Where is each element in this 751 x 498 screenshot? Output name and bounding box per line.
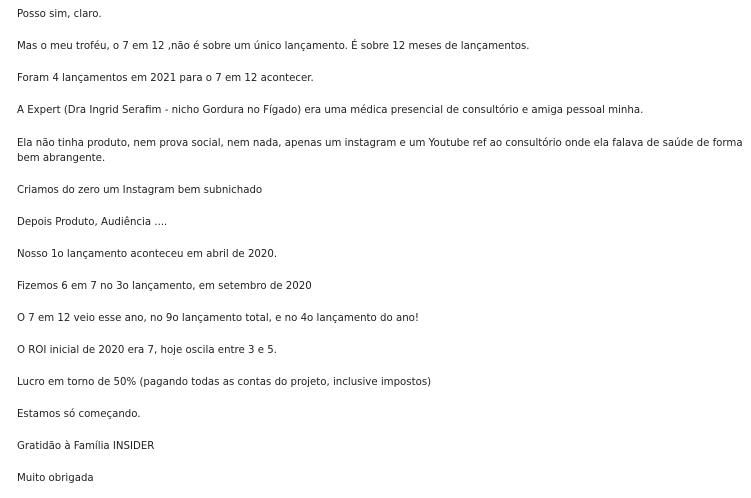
message-paragraph: A Expert (Dra Ingrid Serafim - nicho Gordura no Fígado) era uma médica presencial de consultório e amiga pessoal minha. xyxy=(17,105,644,116)
message-paragraph: Fizemos 6 em 7 no 3o lançamento, em setembro de 2020 xyxy=(17,281,312,292)
message-paragraph: Ela não tinha produto, nem prova social, nem nada, apenas um instagram e um Youtube ref ao consultório onde ela falava de saúde de forma bem abrangente. xyxy=(17,138,743,164)
message-paragraph: O 7 em 12 veio esse ano, no 9o lançamento total, e no 4o lançamento do ano! xyxy=(17,313,419,324)
message-paragraph: Lucro em torno de 50% (pagando todas as contas do projeto, inclusive impostos) xyxy=(17,377,432,388)
message-paragraph: Mas o meu troféu, o 7 em 12 ,não é sobre um único lançamento. É sobre 12 meses de lançamentos. xyxy=(17,41,530,52)
message-paragraph: Nosso 1o lançamento aconteceu em abril de 2020. xyxy=(17,249,278,260)
message-paragraph: Depois Produto, Audiência .... xyxy=(17,217,168,228)
message-paragraph: Muito obrigada xyxy=(17,473,94,484)
message-paragraph: O ROI inicial de 2020 era 7, hoje oscila entre 3 e 5. xyxy=(17,345,277,356)
message-paragraph: Criamos do zero um Instagram bem subnichado xyxy=(17,185,263,196)
message-paragraph: Foram 4 lançamentos em 2021 para o 7 em 12 acontecer. xyxy=(17,73,314,84)
message-paragraph: Gratidão à Família INSIDER xyxy=(17,441,155,452)
message-paragraph: Estamos só começando. xyxy=(17,409,141,420)
message-paragraph: Posso sim, claro. xyxy=(17,9,102,20)
